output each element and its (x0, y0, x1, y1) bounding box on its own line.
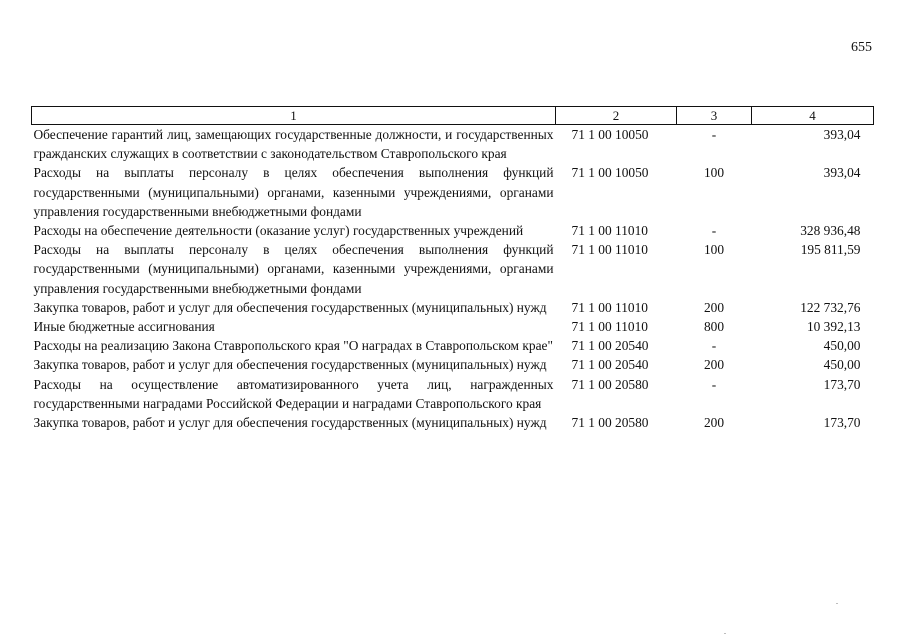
row-target-code: 71 1 00 11010 (571, 242, 648, 258)
row-name: Обеспечение гарантий лиц, замещающих государственные должности, и государственных гражданских служащих в соответствии с законодательством Ставропольского края (33, 127, 554, 162)
header-col-3: 3 (677, 107, 752, 125)
row-expense-type: 100 (703, 165, 725, 181)
table-row (32, 221, 874, 240)
table-body (32, 125, 874, 433)
row-target-code: 71 1 00 11010 (571, 319, 648, 335)
header-col-2: 2 (556, 107, 677, 125)
table-row (32, 355, 874, 374)
header-col-1: 1 (32, 107, 556, 125)
header-col-4: 4 (752, 107, 874, 125)
row-name: Закупка товаров, работ и услуг для обеспечения государственных (муниципальных) нужд (33, 357, 547, 373)
row-name: Закупка товаров, работ и услуг для обеспечения государственных (муниципальных) нужд (33, 415, 547, 431)
row-amount: 122 732,76 (800, 299, 861, 315)
page-number: 655 (851, 40, 872, 55)
row-target-code: 71 1 00 20580 (571, 415, 649, 431)
row-expense-type: 200 (703, 299, 725, 315)
budget-table (31, 106, 874, 432)
row-target-code: 71 1 00 10050 (571, 165, 649, 181)
row-target-code: 71 1 00 20580 (571, 376, 649, 392)
row-amount: 173,70 (823, 415, 861, 431)
row-name: Иные бюджетные ассигнования (33, 319, 215, 335)
row-target-code: 71 1 00 20540 (571, 338, 649, 354)
row-amount: 450,00 (823, 357, 861, 373)
table-header (32, 107, 874, 125)
row-expense-type: 200 (703, 357, 725, 373)
row-expense-type: - (711, 127, 717, 142)
row-target-code: 71 1 00 11010 (571, 299, 648, 315)
row-amount: 10 392,13 (806, 319, 861, 335)
row-name: Расходы на реализацию Закона Ставропольского края "О наградах в Ставропольском крае" (33, 338, 553, 354)
row-name: Расходы на осуществление автоматизированного учета лиц, награжденных государственными наградами Российской Федерации и наградами Ставропольского края (33, 376, 554, 411)
table-row (32, 336, 874, 355)
row-name: Расходы на обеспечение деятельности (оказание услуг) государственных учреждений (33, 223, 524, 239)
row-amount: 393,04 (823, 165, 861, 181)
row-expense-type: 100 (703, 242, 725, 258)
table-row (32, 375, 874, 413)
row-target-code: 71 1 00 11010 (571, 223, 648, 239)
row-expense-type: 800 (703, 319, 725, 335)
scan-speck (836, 603, 838, 604)
table-row (32, 125, 874, 164)
row-expense-type: - (711, 376, 717, 392)
row-amount: 195 811,59 (800, 242, 861, 258)
row-target-code: 71 1 00 10050 (571, 127, 649, 142)
table-row (32, 163, 874, 221)
row-amount: 393,04 (823, 127, 861, 142)
header-row (32, 107, 874, 125)
row-target-code: 71 1 00 20540 (571, 357, 649, 373)
scan-speck (724, 633, 726, 634)
row-name: Расходы на выплаты персоналу в целях обеспечения выполнения функций государственными (муниципальными) органами, казенными учреждениями, органами управления государственными внебюджетными фондами (33, 242, 554, 296)
row-amount: 173,70 (823, 376, 861, 392)
table-row (32, 317, 874, 336)
row-name: Закупка товаров, работ и услуг для обеспечения государственных (муниципальных) нужд (33, 299, 547, 315)
row-name: Расходы на выплаты персоналу в целях обеспечения выполнения функций государственными (муниципальными) органами, казенными учреждениями, органами управления государственными внебюджетными фондами (33, 165, 554, 219)
row-amount: 450,00 (823, 338, 861, 354)
table-row (32, 240, 874, 298)
row-expense-type: 200 (703, 415, 725, 431)
row-amount: 328 936,48 (800, 223, 861, 239)
table-row (32, 298, 874, 317)
table-row (32, 413, 874, 432)
row-expense-type: - (711, 223, 717, 239)
row-expense-type: - (711, 338, 717, 354)
